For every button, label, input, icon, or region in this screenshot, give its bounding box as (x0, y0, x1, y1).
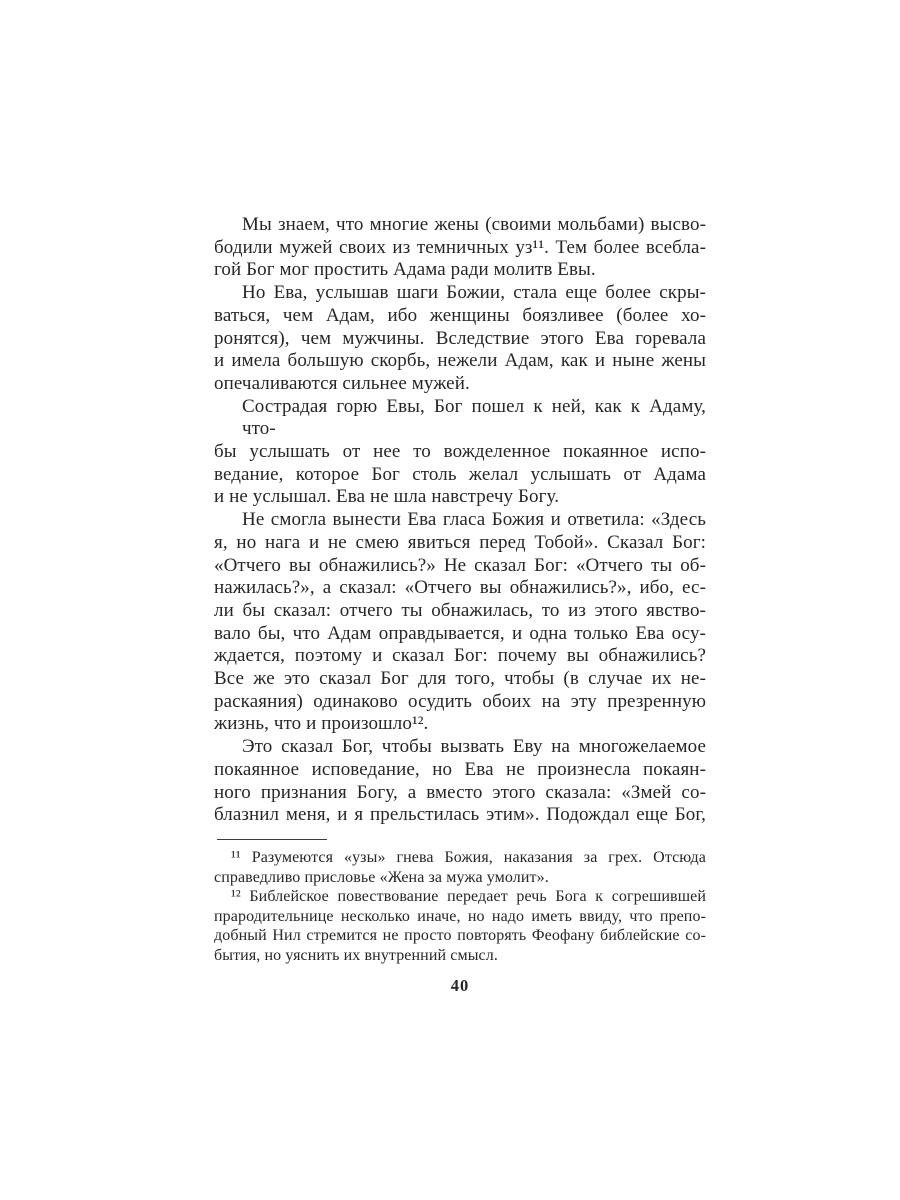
text-line: бытия, но уяснить их внутренний смысл. (214, 946, 498, 964)
text-line: опечаливаются сильнее мужей. (214, 372, 470, 394)
footnotes (214, 848, 706, 966)
text-line: Не смогла вынести Ева гласа Божия и ответила: «Здесь (242, 509, 706, 531)
text-line: и не услышал. Ева не шла навстречу Богу. (214, 486, 560, 508)
text-line: «Отчего вы обнажились?» Не сказал Бог: «Отчего ты об- (214, 554, 706, 576)
text-line: ¹² Библейское повествование передает речь Бога к согрешившей (231, 888, 706, 906)
text-line: справедливо присловье «Жена за мужа умолит». (214, 868, 549, 886)
text-line: бы услышать от нее то вожделенное покаянное испо- (214, 441, 706, 463)
text-line: блазнил меня, и я прельстилась этим». Подождал еще Бог, (214, 804, 706, 826)
text-line: ли бы сказал: отчего ты обнажилась, то из этого явство- (214, 599, 706, 621)
body-paragraph (214, 736, 706, 827)
footnote (214, 848, 706, 887)
text-line: ведание, которое Бог столь желал услышать от Адама (214, 463, 706, 485)
body-text (214, 214, 706, 827)
text-line: Сострадая горю Евы, Бог пошел к ней, как к Адаму, что- (242, 395, 706, 440)
body-paragraph (214, 282, 706, 396)
text-line: ваться, чем Адам, ибо женщины боязливее (более хо- (214, 304, 706, 326)
text-line: нажилась?», а сказал: «Отчего вы обнажились?», ибо, ес- (214, 577, 706, 599)
text-line: ного признания Богу, а вместо этого сказала: «Змей со- (214, 781, 706, 803)
text-line: Мы знаем, что многие жены (своими мольбами) высво- (242, 214, 706, 235)
text-line: Но Ева, услышав шаги Божии, стала еще более скры- (242, 282, 706, 304)
page-number: 40 (450, 976, 470, 995)
text-line: ждается, поэтому и сказал Бог: почему вы обнажились? (214, 645, 706, 667)
body-paragraph (214, 214, 706, 282)
text-line: добный Нил стремится не просто повторять Феофану библейские со- (214, 927, 706, 945)
text-line: ронятся), чем мужчины. Вследствие этого Ева горевала (214, 327, 706, 349)
text-line: Все же это сказал Бог для того, чтобы (в случае их не- (214, 668, 706, 690)
text-line: и имела большую скорбь, нежели Адам, как и ныне жены (214, 350, 706, 372)
text-line: вало бы, что Адам оправдывается, и одна только Ева осу- (214, 622, 706, 644)
text-line: бодили мужей своих из темничных уз¹¹. Тем более всебла- (214, 236, 706, 258)
footnote-separator (217, 839, 327, 840)
text-line: прародительнице несколько иначе, но надо иметь ввиду, что препо- (214, 907, 706, 925)
text-line: жизнь, что и произошло¹². (214, 713, 429, 735)
text-line: я, но нага и не смею явиться перед Тобой». Сказал Бог: (214, 531, 706, 553)
body-paragraph (214, 509, 706, 736)
text-line: ¹¹ Разумеются «узы» гнева Божия, наказания за грех. Отсюда (231, 849, 706, 866)
body-paragraph (214, 396, 706, 510)
text-line: гой Бог мог простить Адама ради молитв Евы. (214, 259, 596, 281)
text-line: Это сказал Бог, чтобы вызвать Еву на многожелаемое (242, 736, 706, 758)
text-line: раскаяния) одинаково осудить обоих на эту презренную (214, 690, 706, 712)
footnote (214, 887, 706, 965)
text-line: покаянное исповедание, но Ева не произнесла покаян- (214, 758, 706, 780)
